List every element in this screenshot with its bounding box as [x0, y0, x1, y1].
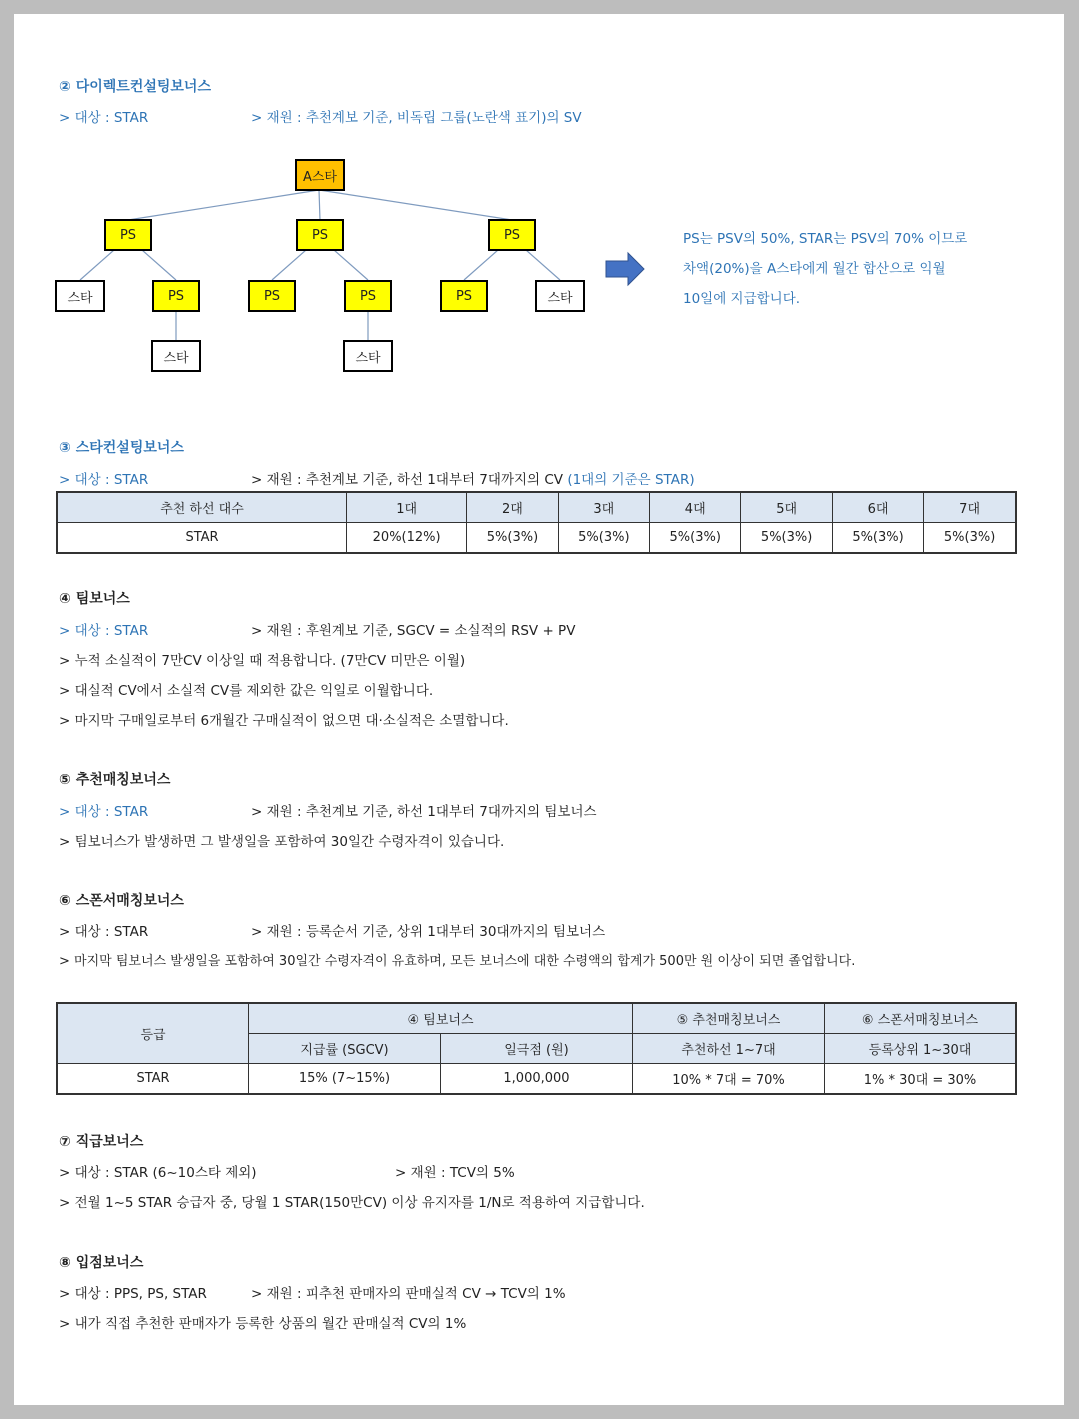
table-cell: 5%(3%) [832, 523, 923, 554]
section-3-source: > 재원 : 추천계보 기준, 하선 1대부터 7대까지의 CV (1대의 기준은 STAR) [251, 472, 695, 488]
section-4-source: > 재원 : 후원계보 기준, SGCV = 소실적의 RSV + PV [251, 623, 576, 639]
document-page [14, 14, 1064, 1405]
table-header-cell: 7대 [924, 492, 1016, 523]
section-6-source: > 재원 : 등록순서 기준, 상위 1대부터 30대까지의 팀보너스 [251, 924, 606, 940]
table-row [57, 523, 1016, 554]
table-header-cell: 2대 [467, 492, 558, 523]
table-cell: 5%(3%) [467, 523, 558, 554]
table-cell: 1% * 30대 = 30% [825, 1064, 1017, 1095]
section-4-line-3: > 마지막 구매일로부터 6개월간 구매실적이 없으면 대·소실적은 소멸합니다. [59, 713, 509, 729]
section-2-target: > 대상 : STAR [59, 110, 149, 126]
tree-note-line-3: 10일에 지급합니다. [683, 291, 801, 307]
section-3-target: > 대상 : STAR [59, 472, 149, 488]
section-7-source: > 재원 : TCV의 5% [395, 1165, 515, 1181]
table-header-row [57, 492, 1016, 523]
table-subheader-cell: 지급률 (SGCV) [249, 1034, 441, 1064]
tree-node-star: 스타 [343, 340, 393, 372]
tree-note-line-1: PS는 PSV의 50%, STAR는 PSV의 70% 이므로 [683, 231, 968, 247]
table-cell: 5%(3%) [558, 523, 649, 554]
section-2-title: ② 다이렉트컨설팅보너스 [59, 79, 211, 95]
section-7-title: ⑦ 직급보너스 [59, 1134, 144, 1150]
table-cell: 15% (7~15%) [249, 1064, 441, 1095]
table-cell: STAR [57, 523, 347, 554]
tree-node-star: 스타 [151, 340, 201, 372]
table-header-cell: 추천 하선 대수 [57, 492, 347, 523]
grade-header-cell: 등급 [57, 1003, 249, 1064]
table-cell: 5%(3%) [924, 523, 1016, 554]
table-row [57, 1064, 1016, 1095]
section-5-line-1: > 팀보너스가 발생하면 그 발생일을 포함하여 30일간 수령자격이 있습니다. [59, 834, 505, 850]
table-cell: 5%(3%) [650, 523, 741, 554]
section-8-target: > 대상 : PPS, PS, STAR [59, 1286, 207, 1302]
section-5-title: ⑤ 추천매칭보너스 [59, 772, 171, 788]
section-6-line-1: > 마지막 팀보너스 발생일을 포함하여 30일간 수령자격이 유효하며, 모든 보너스에 대한 수령액의 합계가 500만 원 이상이 되면 졸업합니다. [59, 954, 856, 969]
tree-node-ps: PS [344, 280, 392, 312]
section-7-line-1: > 전월 1~5 STAR 승급자 중, 당월 1 STAR(150만CV) 이상 유지자를 1/N로 적용하여 지급합니다. [59, 1195, 645, 1211]
table-header-cell: 1대 [347, 492, 467, 523]
team-bonus-header-cell: ④ 팀보너스 [249, 1003, 633, 1034]
table-header-cell: 5대 [741, 492, 832, 523]
tree-node-ps: PS [488, 219, 536, 251]
section-4-line-1: > 누적 소실적이 7만CV 이상일 때 적용합니다. (7만CV 미만은 이월) [59, 653, 466, 669]
tree-node-ps: PS [248, 280, 296, 312]
table-subheader-cell: 일극점 (원) [441, 1034, 633, 1064]
section-5-target: > 대상 : STAR [59, 804, 149, 820]
tree-node-a-star: A스타 [295, 159, 345, 191]
tree-node-star: 스타 [535, 280, 585, 312]
right-arrow-icon [606, 253, 644, 285]
section-5-source: > 재원 : 추천계보 기준, 하선 1대부터 7대까지의 팀보너스 [251, 804, 597, 820]
matching-summary-table [56, 1002, 1017, 1095]
table-subheader-cell: 추천하선 1~7대 [633, 1034, 825, 1064]
star-consulting-table [56, 491, 1017, 554]
table-subheader-cell: 등록상위 1~30대 [825, 1034, 1017, 1064]
table-header-cell: 3대 [558, 492, 649, 523]
table-header-cell: 4대 [650, 492, 741, 523]
org-tree-lines [14, 14, 1064, 394]
section-8-title: ⑧ 입점보너스 [59, 1255, 144, 1271]
section-8-line-1: > 내가 직접 추천한 판매자가 등록한 상품의 월간 판매실적 CV의 1% [59, 1316, 467, 1332]
tree-node-ps: PS [440, 280, 488, 312]
section-4-line-2: > 대실적 CV에서 소실적 CV를 제외한 값은 익일로 이월합니다. [59, 683, 434, 699]
tree-note-line-2: 차액(20%)을 A스타에게 월간 합산으로 익월 [683, 261, 946, 277]
table-header-cell: 6대 [832, 492, 923, 523]
section-4-title: ④ 팀보너스 [59, 591, 130, 607]
table-cell: 1,000,000 [441, 1064, 633, 1095]
section-4-target: > 대상 : STAR [59, 623, 149, 639]
section-2-source: > 재원 : 추천계보 기준, 비독립 그룹(노란색 표기)의 SV [251, 110, 582, 126]
section-6-title: ⑥ 스폰서매칭보너스 [59, 893, 184, 909]
section-7-target: > 대상 : STAR (6~10스타 제외) [59, 1165, 257, 1181]
table-cell: 20%(12%) [347, 523, 467, 554]
tree-node-star: 스타 [55, 280, 105, 312]
spon-matching-header-cell: ⑥ 스폰서매칭보너스 [825, 1003, 1017, 1034]
section-3-title: ③ 스타컨설팅보너스 [59, 440, 184, 456]
rec-matching-header-cell: ⑤ 추천매칭보너스 [633, 1003, 825, 1034]
tree-node-ps: PS [104, 219, 152, 251]
table-cell: STAR [57, 1064, 249, 1095]
table-cell: 5%(3%) [741, 523, 832, 554]
tree-node-ps: PS [152, 280, 200, 312]
tree-node-ps: PS [296, 219, 344, 251]
section-6-target: > 대상 : STAR [59, 924, 149, 940]
table-header-row [57, 1003, 1016, 1034]
table-cell: 10% * 7대 = 70% [633, 1064, 825, 1095]
section-3-source-note: (1대의 기준은 STAR) [567, 472, 695, 488]
section-8-source: > 재원 : 피추천 판매자의 판매실적 CV → TCV의 1% [251, 1286, 566, 1302]
